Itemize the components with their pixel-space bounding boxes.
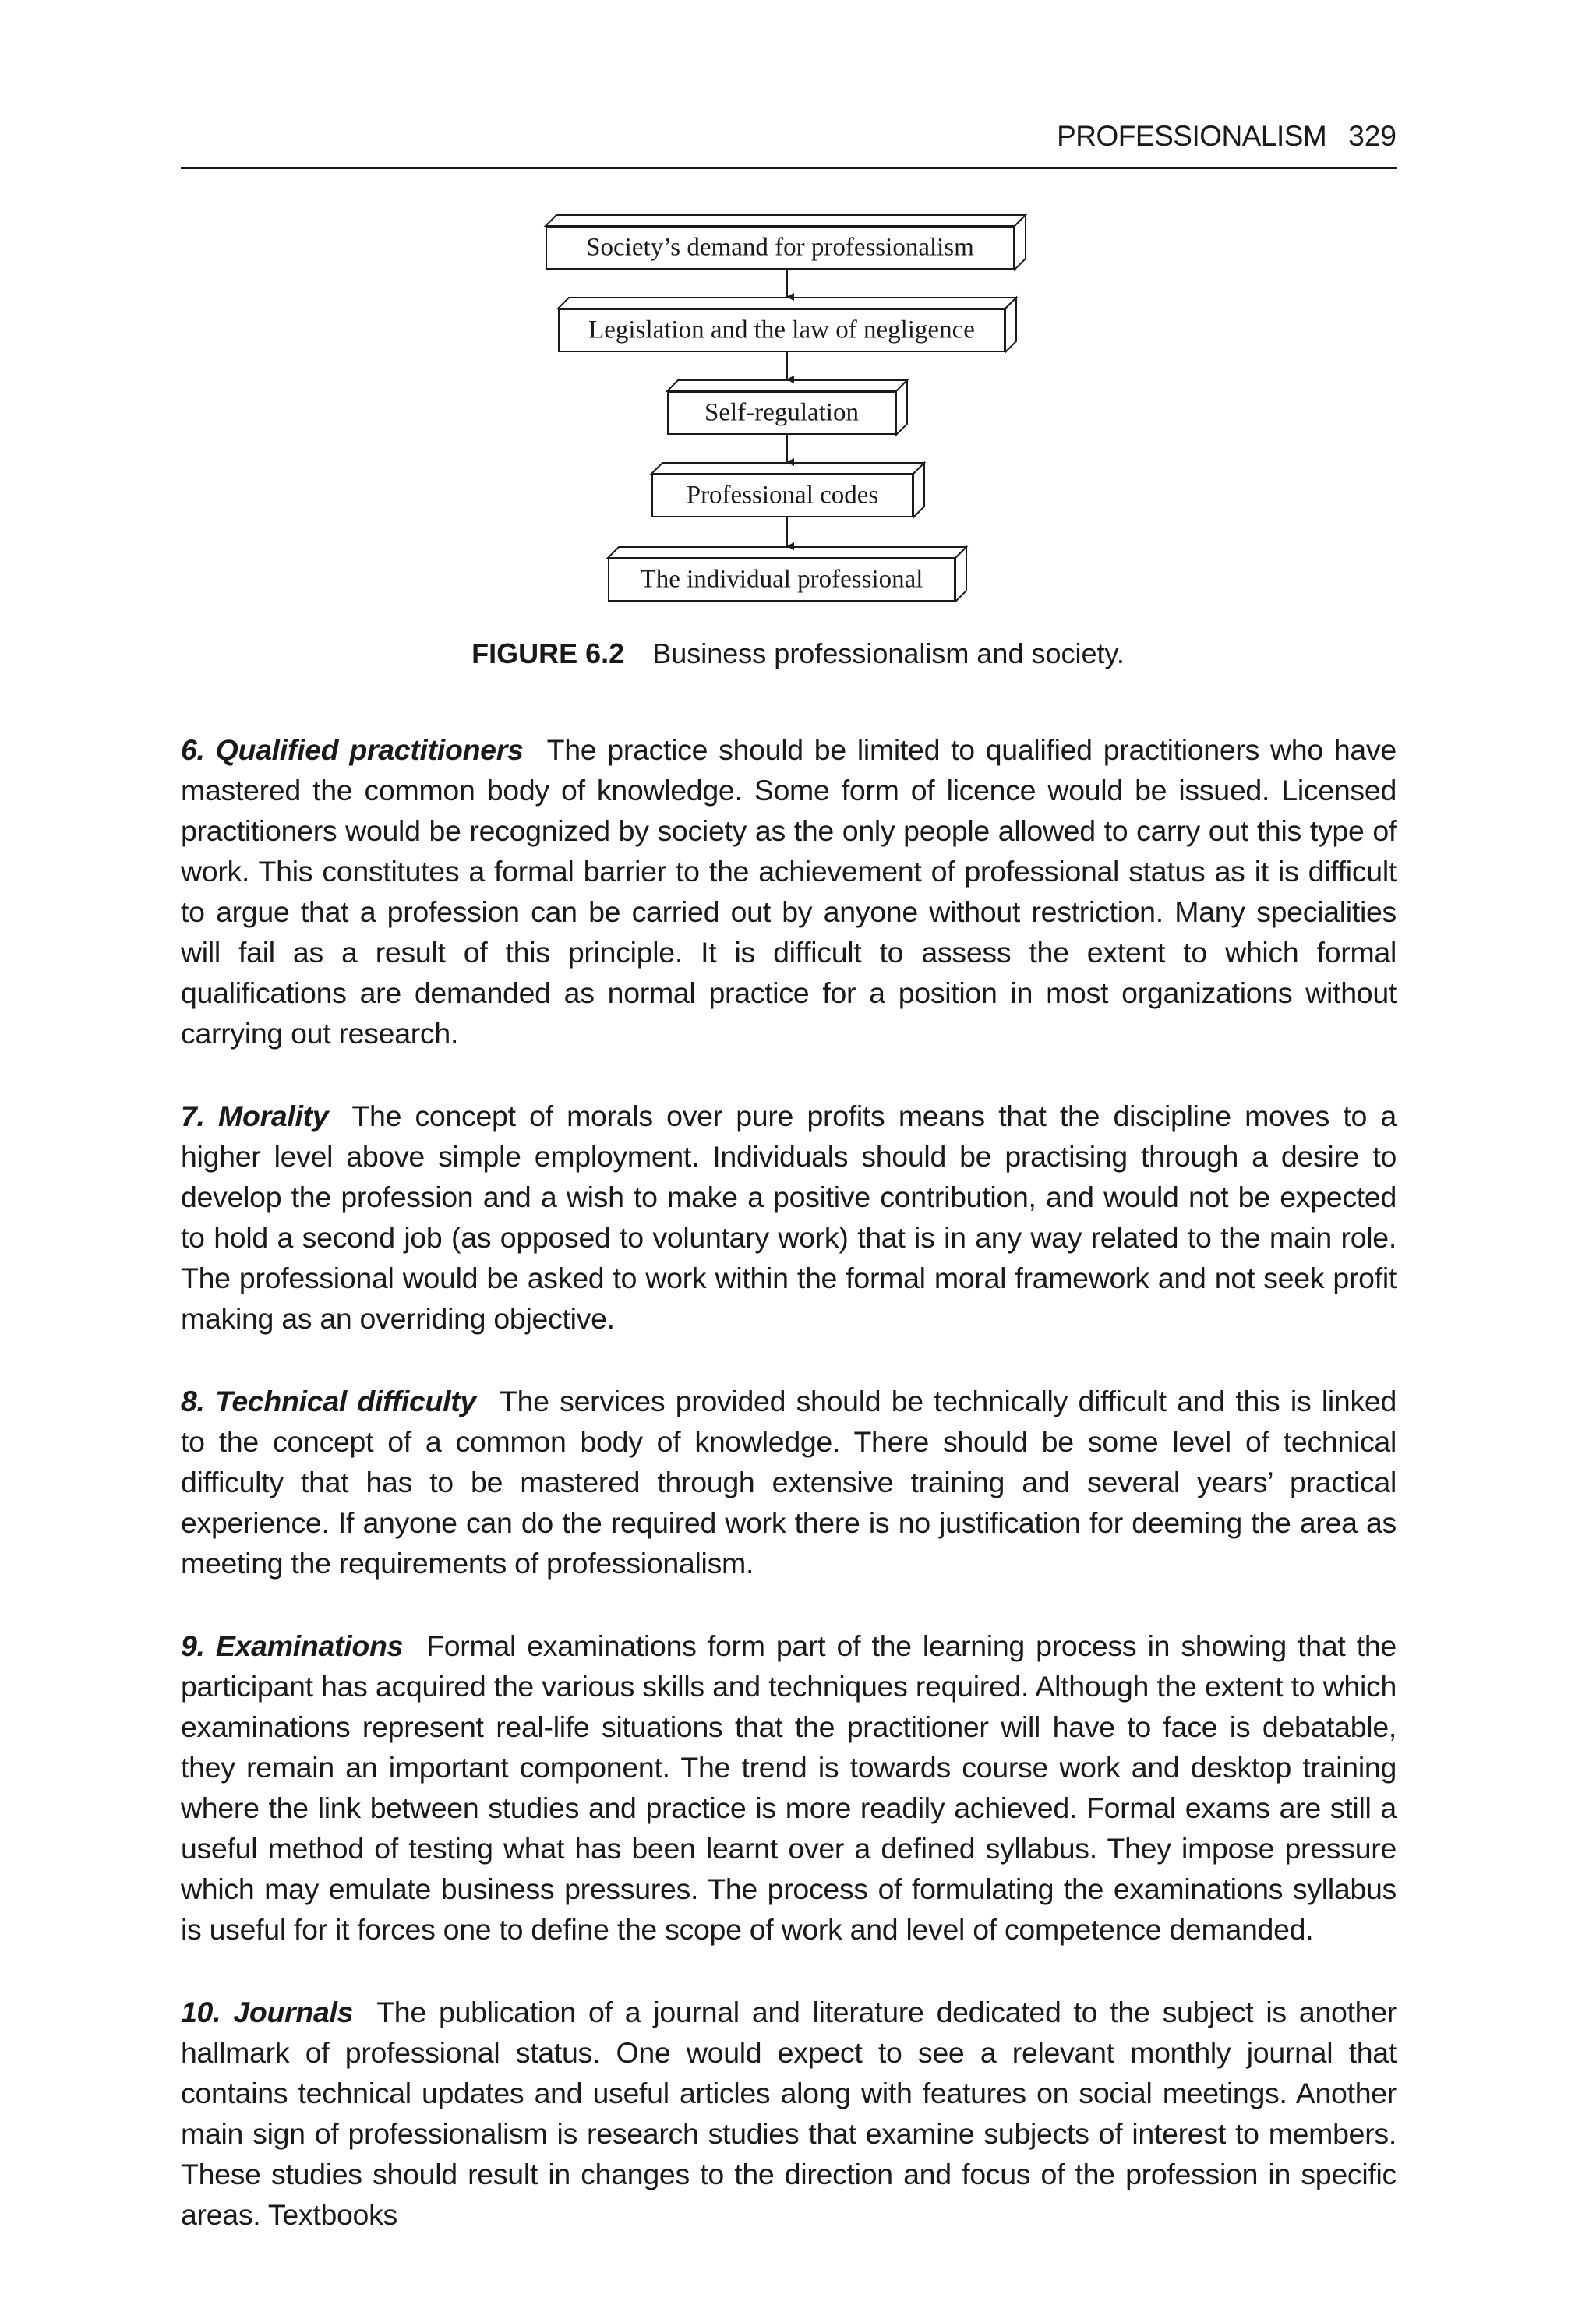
running-head-section: PROFESSIONALISM bbox=[1057, 120, 1327, 152]
paragraph-text: The publication of a journal and literature dedicated to the subject is another hallmark of professional status. One would expect to see a relevant monthly journal that contains technical updates and useful articles along with features on social meetings. Another main sign of professionalism is research studies that examine subjects of interest to members. These studies should result in changes to the direction and focus of the profession in specific areas. Textbooks bbox=[181, 1996, 1396, 2231]
figure-caption-label: FIGURE 6.2 bbox=[471, 637, 625, 669]
paragraph-heading: 10. Journals bbox=[181, 1996, 354, 2028]
figure-box-legislation: Legislation and the law of negligence bbox=[558, 309, 1005, 352]
paragraph-text: The practice should be limited to qualified practitioners who have mastered the common body of knowledge. Some form of licence would be issued. Licensed practitioners would be recognized by society as the only people allowed to carry out this type of work. This constitutes a formal barrier to the achievement of professional status as it is difficult to argue that a profession can be carried out by anyone without restriction. Many specialities will fail as a result of this principle. It is difficult to assess the extent to which formal qualifications are demanded as normal practice for a position in most organizations without carrying out research. bbox=[181, 733, 1396, 1050]
paragraph-morality bbox=[181, 1096, 1396, 1339]
paragraph-journals bbox=[181, 1992, 1396, 2235]
figure-box-individual-professional: The individual professional bbox=[608, 558, 955, 602]
paragraph-text: Formal examinations form part of the learning process in showing that the participant has acquired the various skills and techniques required. Although the extent to which examinations represent real-life situations that the practitioner will have to face is debatable, they remain an important component. The trend is towards course work and desktop training where the link between studies and practice is more readily achieved. Formal exams are still a useful method of testing what has been learnt over a defined syllabus. They impose pressure which may emulate business pressures. The process of formulating the examinations syllabus is useful for it forces one to define the scope of work and level of competence demanded. bbox=[181, 1629, 1396, 1946]
paragraph-heading: 8. Technical difficulty bbox=[181, 1385, 476, 1417]
paragraph-heading: 9. Examinations bbox=[181, 1629, 404, 1662]
paragraph-technical-difficulty bbox=[181, 1381, 1396, 1583]
paragraph-examinations bbox=[181, 1625, 1396, 1950]
paragraph-qualified-practitioners bbox=[181, 729, 1396, 1054]
figure-box-self-regulation: Self-regulation bbox=[667, 391, 896, 435]
figure-box-society-demand: Society’s demand for professionalism bbox=[546, 226, 1015, 270]
paragraph-text: The services provided should be technically difficult and this is linked to the concept of a common body of knowledge. There should be some level of technical difficulty that has to be mastered through extensive training and several years’ practical experience. If anyone can do the required work there is no justification for deeming the area as meeting the requirements of professionalism. bbox=[181, 1385, 1397, 1580]
paragraph-heading: 7. Morality bbox=[181, 1099, 329, 1132]
body-text bbox=[181, 729, 1396, 2277]
figure-6-2-flow-diagram bbox=[0, 0, 1596, 623]
page-number: 329 bbox=[1348, 120, 1396, 152]
figure-caption bbox=[0, 637, 1596, 670]
paragraph-text: The concept of morals over pure profits means that the discipline moves to a higher level above simple employment. Individuals should be practising through a desire to develop the profession and a wish to make a positive contribution, and would not be expected to hold a second job (as opposed to voluntary work) that is in any way related to the main role. The professional would be asked to work within the formal moral framework and not seek profit making as an overriding objective. bbox=[181, 1099, 1396, 1335]
paragraph-heading: 6. Qualified practitioners bbox=[181, 733, 524, 766]
figure-caption-text: Business professionalism and society. bbox=[652, 637, 1125, 669]
figure-box-professional-codes: Professional codes bbox=[651, 474, 913, 517]
